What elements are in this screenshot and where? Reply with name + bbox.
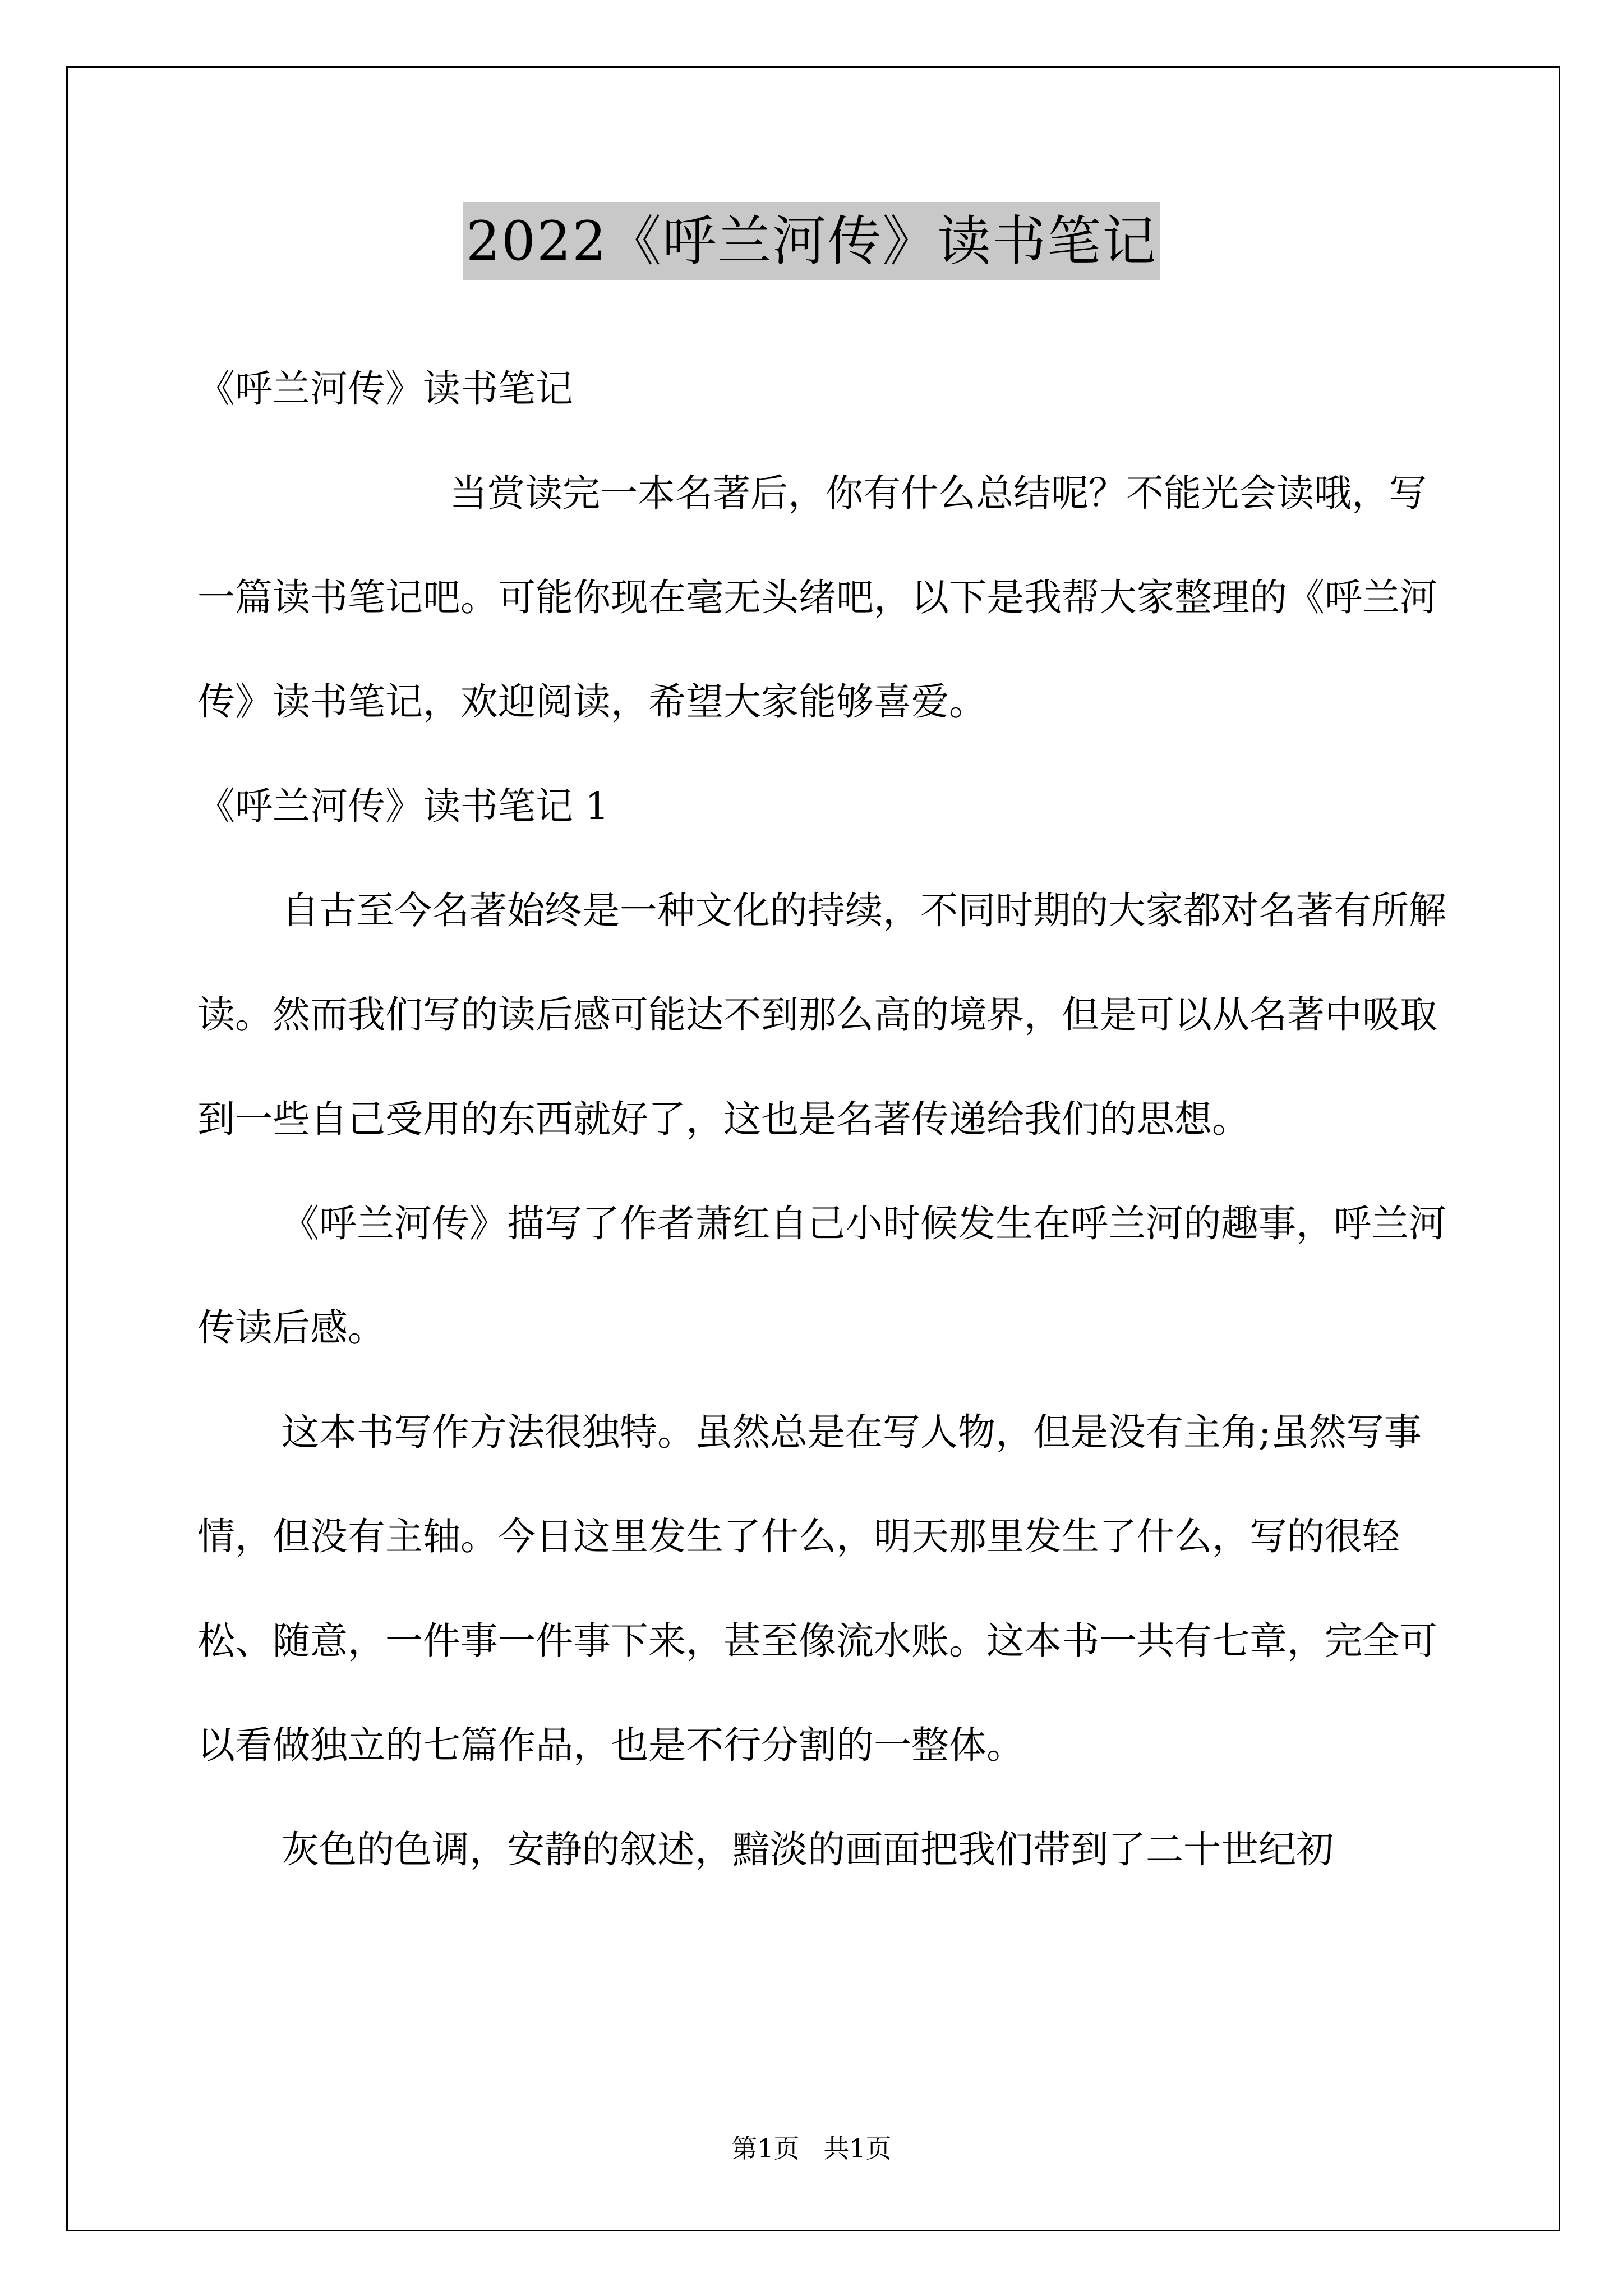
title-container	[0, 202, 1623, 280]
body-paragraph: 《呼兰河传》描写了作者萧红自己小时候发生在呼兰河的趣事，呼兰河传读后感。	[197, 1202, 1446, 1350]
document-subtitle: 《呼兰河传》读书笔记	[197, 367, 573, 411]
document-title: 2022《呼兰河传》读书笔记	[463, 202, 1160, 280]
document-body	[197, 337, 1454, 1902]
section-heading: 《呼兰河传》读书笔记 1	[197, 784, 609, 828]
page-number-total: 共1页	[823, 2133, 892, 2164]
page-footer	[0, 2132, 1623, 2165]
body-paragraph: 灰色的色调，安静的叙述，黯淡的画面把我们带到了二十世纪初	[282, 1828, 1334, 1871]
intro-paragraph: 当赏读完一本名著后，你有什么总结呢？不能光会读哦，写一篇读书笔记吧。可能你现在毫无头绪吧，以下是我帮大家整理的《呼兰河传》读书笔记，欢迎阅读，希望大家能够喜爱。	[197, 471, 1437, 724]
body-paragraph: 这本书写作方法很独特。虽然总是在写人物，但是没有主角;虽然写事情，但没有主轴。今日这里发生了什么，明天那里发生了什么，写的很轻松、随意，一件事一件事下来，甚至像流水账。这本书一共有七章，完全可以看做独立的七篇作品，也是不行分割的一整体。	[197, 1410, 1437, 1767]
body-paragraph: 自古至今名著始终是一种文化的持续，不同时期的大家都对名著有所解读。然而我们写的读后感可能达不到那么高的境界，但是可以从名著中吸取到一些自己受用的东西就好了，这也是名著传递给我们的思想。	[197, 889, 1446, 1141]
page-number-current: 第1页	[731, 2133, 800, 2164]
